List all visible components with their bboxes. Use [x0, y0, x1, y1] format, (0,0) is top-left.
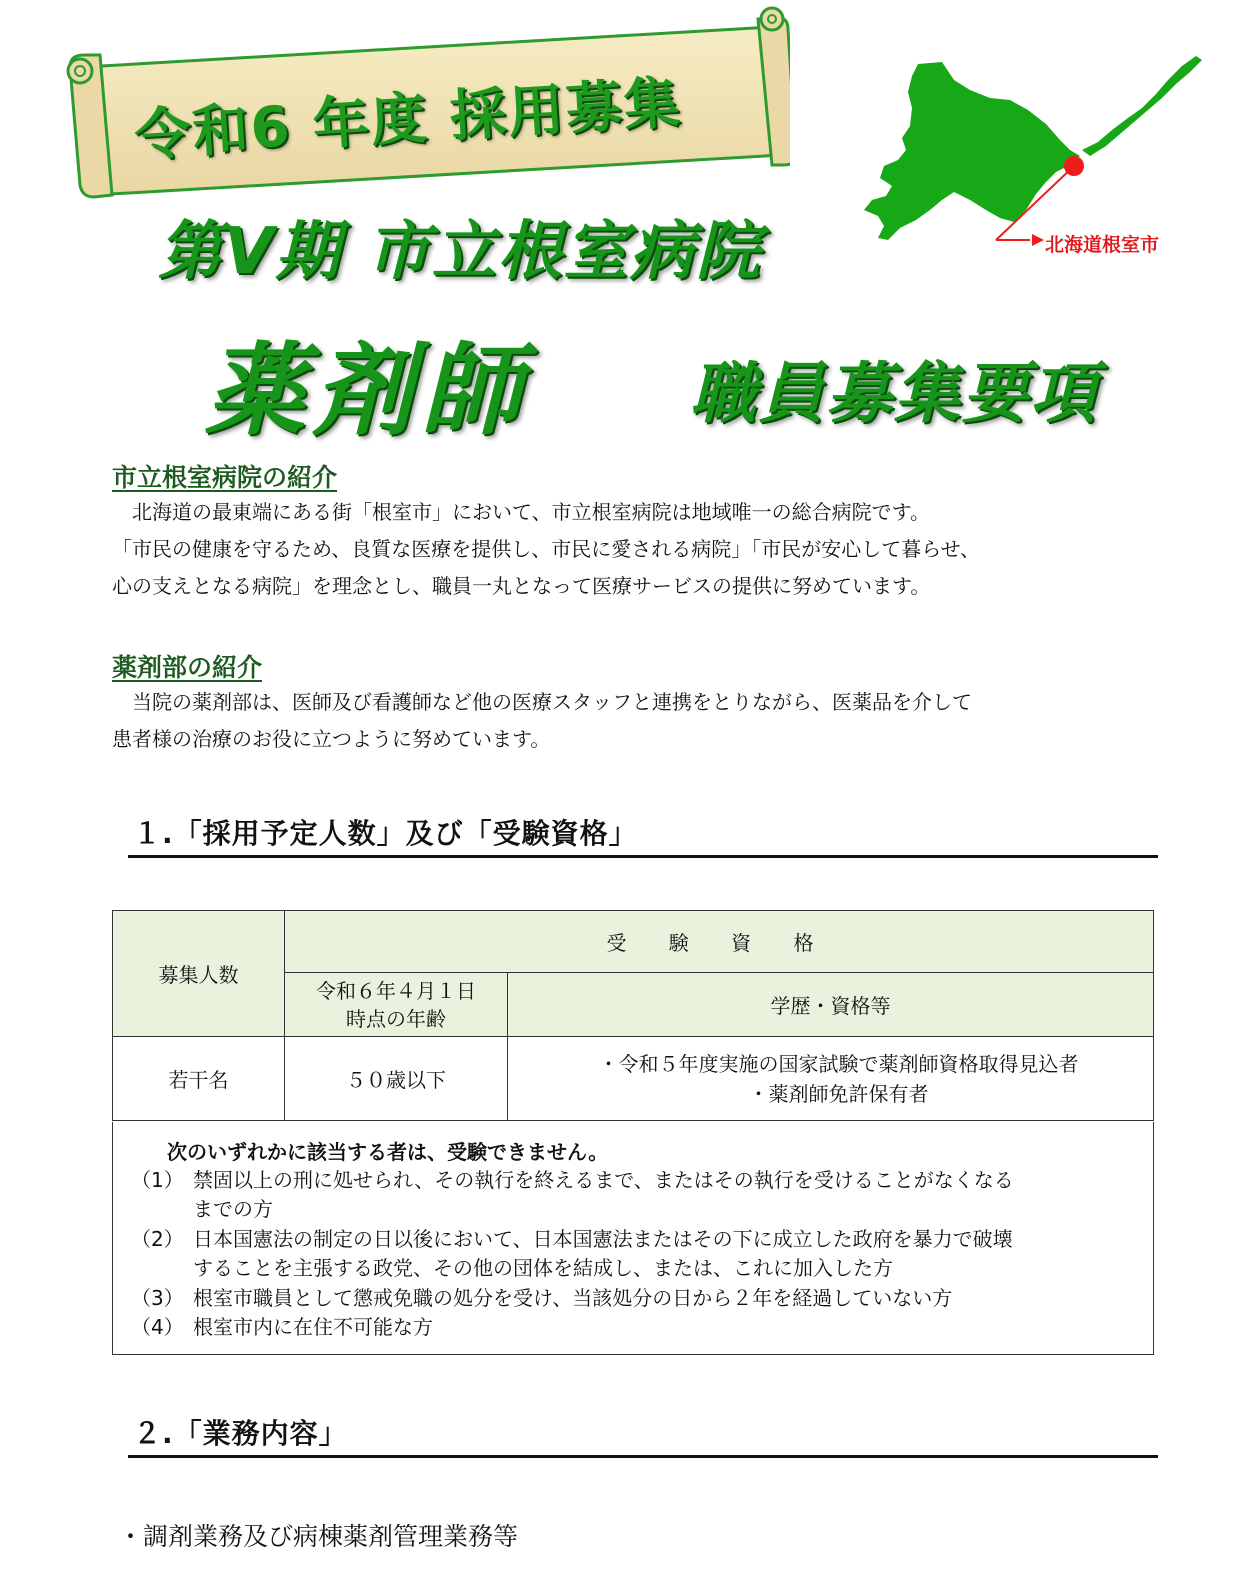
disqualification-item	[131, 1284, 952, 1313]
item-line: 根室市内に在住不可能な方	[193, 1315, 433, 1339]
qualification-table	[112, 910, 1154, 1121]
header-positions: 募集人数	[113, 911, 285, 1037]
hospital-title: 第Ⅴ期 市立根室病院	[158, 215, 762, 289]
hokkaido-map	[850, 50, 1210, 260]
pharmacy-intro-heading: 薬剤部の紹介	[112, 653, 263, 682]
duties-item: ・調剤業務及び病棟薬剤管理業務等	[118, 1522, 519, 1551]
qualification-item: ・令和５年度実施の国家試験で薬剤師資格取得見込者	[598, 1051, 1079, 1076]
intro-line: 北海道の最東端にある街「根室市」において、市立根室病院は地域唯一の総合病院です。	[112, 500, 930, 524]
cell-qualifications	[508, 1037, 1154, 1121]
hospital-intro-text	[112, 494, 980, 605]
item-line: 根室市職員として懲戒免職の処分を受け、当該処分の日から２年を経過していない方	[193, 1286, 953, 1310]
header-qualifications: 受 験 資 格	[285, 911, 1154, 973]
item-number: （4）	[131, 1315, 184, 1339]
disqualification-intro: 次のいずれかに該当する者は、受験できません。	[167, 1140, 609, 1164]
pharmacy-intro-text	[112, 684, 972, 758]
item-number: （1）	[131, 1168, 184, 1192]
header-education: 学歴・資格等	[508, 973, 1154, 1037]
cell-positions: 若干名	[113, 1037, 285, 1121]
disqualification-item	[131, 1313, 433, 1342]
header-age-line: 時点の年齢	[346, 1006, 446, 1031]
pharmacy-line: 当院の薬剤部は、医師及び看護師など他の医療スタッフと連携をとりながら、医薬品を介して	[112, 690, 972, 714]
item-number: （2）	[131, 1227, 184, 1251]
pharmacy-line: 患者様の治療のお役に立つように努めています。	[112, 727, 551, 751]
section2-divider	[128, 1455, 1158, 1458]
job-title: 薬剤師	[205, 332, 529, 449]
item-number: （3）	[131, 1286, 184, 1310]
item-line: 禁固以上の刑に処せられ、その執行を終えるまで、またはその執行を受けることがなくなる	[193, 1168, 1014, 1192]
hospital-intro-heading: 市立根室病院の紹介	[112, 463, 338, 492]
item-line: することを主張する政党、その他の団体を結成し、または、これに加入した方	[193, 1256, 893, 1280]
hokkaido-island-shape	[864, 62, 1080, 240]
banner-title: 令和6 年度 採用募集	[132, 70, 684, 169]
section1-heading: １.「採用予定人数」及び「受験資格」	[133, 817, 638, 850]
kuril-islands-shape	[1082, 56, 1202, 156]
map-location-label: 北海道根室市	[1045, 234, 1160, 256]
recruitment-title: 職員募集要項	[690, 355, 1098, 432]
header-age	[285, 973, 508, 1037]
cell-age: ５０歳以下	[285, 1037, 508, 1121]
header-age-line: 令和６年４月１日	[316, 978, 476, 1003]
intro-line: 心の支えとなる病院」を理念とし、職員一丸となって医療サービスの提供に努めています。	[112, 574, 931, 598]
item-line: 日本国憲法の制定の日以後において、日本国憲法またはその下に成立した政府を暴力で破壊	[193, 1227, 1013, 1251]
item-line: までの方	[193, 1197, 273, 1221]
disqualification-item	[131, 1166, 1014, 1224]
disqualification-item	[131, 1225, 1013, 1283]
intro-line: 「市民の健康を守るため、良質な医療を提供し、市民に愛される病院」「市民が安心して暮らせ、	[112, 537, 980, 561]
section1-divider	[128, 855, 1158, 858]
qualification-item: ・薬剤師免許保有者	[748, 1081, 929, 1106]
section2-heading: ２.「業務内容」	[133, 1417, 348, 1450]
disqualification-box	[112, 1122, 1154, 1355]
